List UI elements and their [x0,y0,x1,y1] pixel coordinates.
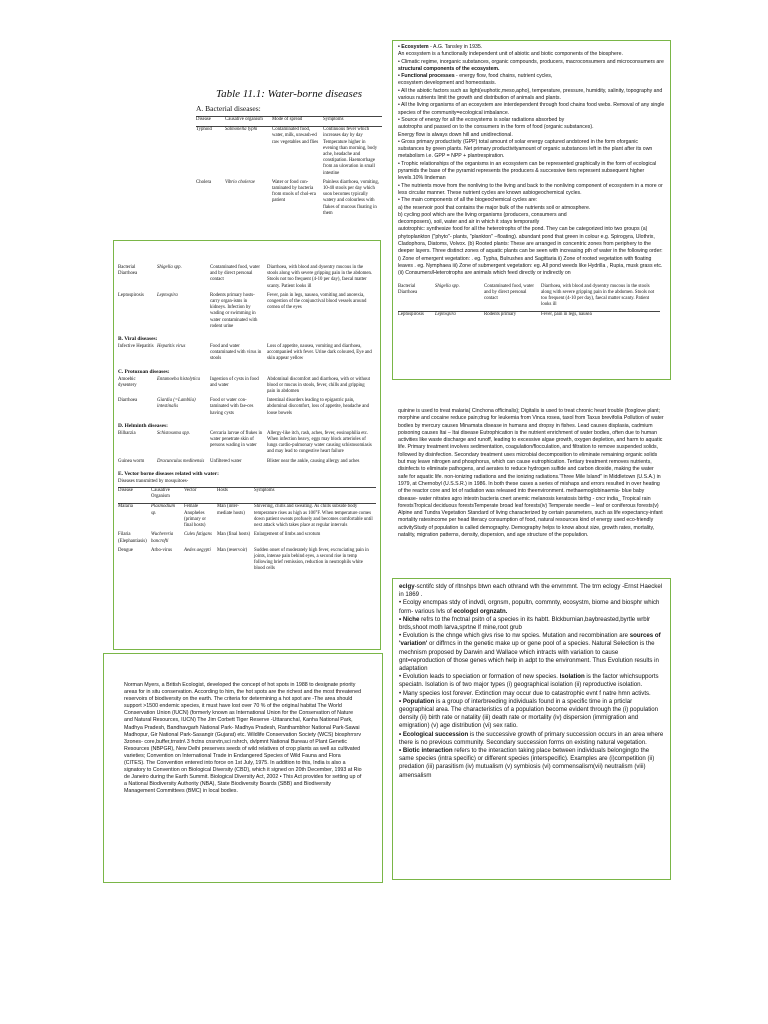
note-line: • Source of energy for all the ecosystems is solar radiations absorbed by [398,116,565,123]
section-b-heading: B. Viral diseases: [118,336,158,343]
biodiversity-notes-panel [103,653,383,883]
col-symptoms: Symptoms [323,117,344,122]
col-vector: Vector [184,488,197,494]
cell: Wuchereria bancrofti [151,532,174,544]
table-row [398,284,660,312]
note-line: decomposers), soil, water and air in which it stays temporarily [398,219,540,226]
table-row [118,459,376,468]
table-continuation-panel [113,240,381,650]
cell: Rodents primary [484,312,517,318]
note-line: • Biotic interaction refers to the interaction taking place between individuals belongingto the same species (intra specific) or different species (interspecific). Examples are (i)competition (ii) predation (iii) parasitism (iv) mutualism (v) symbiosis (vi) commensalism(vii) neutralism (viii) amensalism [399,747,655,779]
cell: Fever, pain in legs, nausea, vomiting and anorexia, congestion of the conjunctival blood vessels around cornea of the eyes [267,292,367,311]
note-line: • Climatic regime, inorganic substances, organic compounds, producers, macroconsumers and microconsumers are structural components of the ecosystem. [398,58,664,72]
cell: Dengue [118,547,133,553]
note-line: • All the abiotic factors such as light(euphotic,meso,apho), temperature, pressure, humidity, salinity, topography and various nutrients limit the growth and distribution of animals and plants. [398,87,663,102]
note-line: • Functional processes - energy flow, food chains, nutrient cycles, [398,73,553,80]
cell: Food or water con-taminated with fae-ces having cysts [210,398,254,416]
cell: Typhoid [196,127,212,133]
cell: Hepatitis virus [157,344,186,350]
cell: Allergy-like itch, rash, aches, fever, eosinophilia etc. When infection heavy, eggs may block arterioles of lungs cardio-pulmonary water causing schistosomiasis and may lead to congestive heart failure [267,430,372,455]
helminth-table [118,431,376,468]
cell: Malaria [118,504,133,510]
cell: Ingestion of cysts in food and water [210,376,259,388]
note-line: • Population is a group of interbreeding individuals found in a specific time in a prticlar geographical area. The characteristics of a population become evident through the (i) population density (ii) birth rate or natality (iii) death rate or mortality (iv) dispersion (immigration and emigration) (v) age distribution (vi) sex ratio. [399,697,659,730]
cell: Contaminated food, water, milk, unwash-ed raw vegetables and flies [272,127,319,145]
cell: Shigella spp. [157,265,182,270]
biodiversity-notes-text: Norman Myers, a British Ecologist, developed the concept of hot spots in 1988 to designate priority areas for in situ conservation. According to him, the hot spots are the richest and the most threatened reservoirs of biodiversity on the earth. The criteria for determining a hot spot are -The area should support >1500 endemic species, it must have lost over 70 % of the original habitat The World Conservation Union (IUCN) (formerly known as International Union for the Conservation of Nature and Natural Resources, IUCN) The Jim Corbett Tiger Reserve -Uttaranchal, Kanha National Park, Madhya Pradesh, Bandhavgarh National Park- Madhya Pradesh, Ranthambhor National Park-Sawai Madhopur, Gir National Park-Sasangir (Gujarat) etc. Wildlife Conservation Society (WCS) biosphrrsrv 3zones- core,buffer,trnstn\ 3 frctns cnsrvtn,sci rshrch, dvlpmnt National Bureau of Plant Genetic Resources (NBPGR), New Delhi preserves seeds of wild relatives of crop plants as well as cultivated varieties; Convention on International Trade in Endangered Species of Wild Fauna and Flora (CITES). The Convention entered into force on 1st July, 1975. In addition to this, India is also a signatory to Convention on Biological Diversity (CBD), which it signed on 20th December, 1993 at Rio de Janeiro during the Earth Summit. Biological Diversity Act, 2002 • This Act provides for setting up of a National Biodiversity Authority (NBA), State Biodiversity Boards (SBB) and Biodiversity Management Committees (BMC) in local bodies. [124,682,362,795]
pollution-notes-panel [392,380,671,566]
table-row [118,377,376,399]
table-row [118,293,376,333]
cell: Leptospira [157,292,178,298]
note-line: eclgy-scntifc stdy of rltnshps btwn each othrand wth the envrnmnt. The trm eclogy -Ernst Haeckel in 1869 . [399,583,663,599]
table-row [196,127,382,180]
cell: Leptospira [435,312,456,318]
cell: Schistosoma spp. [157,430,191,436]
note-line: • Ecosystem - A.G. Tansley in 1935. [398,44,483,50]
cell: Intestinal disorders leading to epigastric pain, abdominal discomfort, loss of appetite, headache and loose bowels [267,398,370,416]
protozoan-table [118,377,376,420]
cell: Rodents primary hosts-carry organ-isms in kidneys. Infection by wading or swimming in water contaminated with rodent urine [210,292,258,329]
cell: Filaria (Elephantiasis) [118,532,147,544]
cell: Abdominal discomfort and diarrhoea, with or without blood or mucus in stools, fever, chills and gripping pain in abdomen [267,376,370,395]
cell: Cholera [196,179,212,185]
cell: Leptospirosis [118,292,144,298]
cell: Food and water contaminated with virus in stools [210,344,262,362]
note-line: An ecosystem is a functionally independent unit of abiotic and biotic components of the biosphere. [398,51,623,58]
section-e-heading: E. Vector borne diseases related with water: [118,470,219,477]
note-line: • The main components of all the biogeochemical cycles are: [398,197,538,204]
cell: Diarrhoea [118,398,138,404]
cell: Bilharzia [118,430,136,436]
cell: Plasmodium sp. [151,504,175,516]
note-line: a) the reservoir pool that contains the major bulk of the nutrients soil or atmosphere. [398,204,591,211]
note-line: • Evolution is the chnge which givs rise to nw spcies. Mutation and recombination are sources of 'variation' or diffrncs in the genetic make up or gene pool of a species. Natural Selection is the mechnism proposed by Darwin and Wallace which intracts with variation to cause gnt=reproduction of those genes which help in adpt to the environment. Thus Evolution results in adaptation [399,632,661,673]
vector-table [118,487,376,575]
cell: Shivering, chills and sweating. As chills subside body temperature rises as high as 106°F. When temperature comes down patient sweats profusely and becomes comfortable until next attack which takes place at regular intervals [254,504,373,529]
col-disease: Disease [118,488,133,494]
table-row [118,548,376,576]
cell: Shigella spp. [435,283,460,289]
cell: Bacterial Diarrhoea [118,265,138,277]
cell: Arbo-virus [151,547,173,553]
note-line: • Niche refrs to the fnctnal psitn of a species in its habtt. Blckburnian,baybreasted,byrtle wrblr brds,shoot moth larva,sprtne lf mine,root grub [399,615,651,632]
note-line: • All the living organisms of an ecosystem are interdependent through food chains food webs. Removal of any single species of the community=ecological imbalance. [398,102,665,116]
cell: Enlargement of limbs and scrotum [254,532,321,538]
ecosystem-notes-panel [392,40,671,380]
col-hosts: Hosts [217,488,228,494]
table-row [118,532,376,547]
table-row [118,265,376,293]
section-d-heading: D. Helminth diseases: [118,422,168,429]
cell: Entamoeba histolytica [157,376,201,382]
note-line: • Many species lost forever. Extinction may occur due to catastrophic evnt f natre hmn activts. [399,689,651,697]
cell: Blister near the ankle, causing allergy and aches [267,458,360,464]
note-line: • Ecological succession is the successive growth of primary succession occurs in an area where there is no previous community. Secondary succession forms on existing natural vegetation. [399,730,664,746]
note-line: Energy flow is always down hill and unidirectional. [398,131,513,138]
table-title: Table 11.1: Water-borne diseases [215,88,363,100]
section-c-heading: C. Protozoan diseases: [118,368,170,375]
table-row [196,180,382,220]
table-row [118,504,376,532]
cell: Giardia (=Lamblia) intestinalis [157,398,196,410]
cell: Contaminated food, water and by direct personal contact [210,265,260,283]
cell: Leptospirosis [398,312,424,318]
cell: Man (reservoir) [217,547,248,553]
note-line: ecosystem development and homeostasis. [398,80,497,87]
pollution-notes-text: quinine is used to treat malaria( Cinchona officinalis); Digitalis is used to treat chronic heart trouble (foxglove plant; morphine and cocaine reduce pain;drug for leukemia from Vinca rosea, taxol from Taxus brevifolia Pollution of water bodies by mercury causes Minamata disease in humans and dropsy in fishes. Lead causes displasia, cadmium poisoning causes Itai – Itai disease Eutrophication is the nutrient enrichment of water bodies, often due to human activities like waste discharge and runoff, leading to excessive algae growth, oxygen depletion, and harm to aquatic life. Primary treatment involves sedimentation, coagulation/flocculation, and filtration to remove suspended solids, followed by disinfection. Secondary treatment uses microbial decomposition to eliminate remaining organic solids but may leave nitrogen and phosphorus, which can cause eutrophication. Tertiary treatment removes nutrients, disinfects to eliminate pathogens, and aerates to reduce hydrogen sulfide and carbon dioxide, making the water safe for aquatic life. non-ionizing radiations and the ionizing radiations.'Three Mile Island" in Middletown (U.S.A.) in 1979, at Chernobyl (U.S.S.R.) in 1986. In both these cases a series of mishaps and errors resulted in over heating of the reactor core and lot of radiation was released into theenvironment. methaemoglobinaemia- blue baby disease- water nitrates agro intestn bacteria cnert anemic melanosis keratosis birthg - cncr india_ Tropical rain forestsTropical deciduous forestsTemperate broad leaf forests(iv) Temperate needle – leaf or coniferous forests(v) Alpine and Tundra Vegetation Standard of living characterized by certain parameters, such as life expectancy-infant mortality ratesincome per head literacy consumption of food, natural resources kind of energy used eco-friendly activityStudy of population is called demography. Demography helps to know about size, growth rates, mortality, natality, migration patterns, density, dispersion, and age structure of the population. [398,408,664,539]
cell: Infective Hepatitis [118,344,154,350]
note-line: b) cycling pool which are the living organisms (producers, consumers and [398,211,567,218]
cell: Cercaria larvae of flukes in water penetrate skin of persons wading in water [210,430,263,449]
col-organism: Causative Organism [151,488,170,500]
table-row [398,312,660,322]
note-line: autotrophs and passed on to the consumers in the form of food (organic substances). [398,124,594,131]
cell: Man (final hosts) [217,532,251,538]
ecology-notes-panel [392,578,671,880]
bacterial-table-cont [118,265,376,333]
section-e-subheading: Diseases transmitted by mosquitoes- [118,478,189,484]
note-line: • Ecolgy encmpas stdy of indvdl, orgnsm, popultn, commnty, ecosystm, biome and biosphr which form- various lvls of ecologcl orgnzatn. [399,599,660,615]
table-row [118,431,376,459]
note-line: autotrophic: synthesize food for all the heterotrophs of the pond. They can be categorized into two groups (a) phytoplankton ("phyto"- plants, "plankton" –floating). abundant pond that green in colour e.g. Spirogyra, Ulothrix, Cladophora, Diatoms, Volvox. (b) Rooted plants: These are arranged in concentric zones from periphery to the deeper layers. Three distinct zones of aquatic plants can be seen with increasing pth of water in the following order: i) Zone of emergent vegetation: . eg. Typha, Bulrushes and Sagittaria ii) Zone of rooted vegetation with floating leaves . eg. Nymphaea iii) Zone of submergent vegetation: eg. All pond weeds like Hydrilla , Rupia, musk grass etc. (ii) Consumers/Heterotrophs are animals which feed directly or indirectly on [398,226,663,277]
cell: Diarrhoea, with blood and dysentry mucous in the stools along with severe gripping pain in the abdomen. Stools not too frequent (4-10 per day), faecal matter scanty. Patient looks ill [267,265,373,289]
note-line: • The nutrients move from the nonliving to the living and back to the nonliving component of ecosystem in a more or less circular manner. These nutrient cycles are known asbiogeochemical cycles. [398,182,663,196]
table-row [118,344,376,366]
note-line: • Evolution leads to speciation or formation of new species. Isolation is the factor whichsupports speciatn. Isolation is of two major types (i) geographical isolation (ii) reproductive isolation. [399,673,659,689]
cell: Salmonella typhi [225,127,258,133]
note-line: • Gross primary productivity (GPP) total amount of solar energy captured andstored in the form oforganic substances by green plants. Net primary productivityamount of organic substances left in the plant after its own metabolism i.e. GPP = NPP + plantrespiration. [398,138,653,160]
cell: Loss of appetite, nausea, vomiting and diarrhoea, accompanied with fever. Urine dark coloured, Eye and skin appear yellow [267,344,372,362]
cell: Aedes aegypti [184,547,211,553]
cell: Amoebic dysentery [118,376,137,388]
cell: Culex fatigans [184,532,212,538]
cell: Sudden onset of moderately high fever, excruciating pain in joints, intense pain behind eyes, a second rise in temp following brief remission, reduction in neutrophils white blood cells [254,547,369,572]
col-organism: Causative organism [225,117,263,122]
cell: Bacterial Diarrhoea [398,283,418,295]
col-symptoms: Symptoms [254,488,275,494]
cell: Man (inter-mediate hosts) [217,504,245,516]
cell: Diarrhoea, with blood and dysentry mucous in the stools along with severe gripping pain in the abdomen. Stools not too frequent (4-10 per day), faecal matter scanty. Patient looks ill [541,283,655,308]
table-row [118,398,376,420]
bacterial-table [196,116,382,220]
cell: Contaminated food, water and by direct personal contact [484,283,534,301]
cell: Water or food con-taminated by bacteria from stools of chol-era patient [272,179,316,204]
col-disease: Disease [196,117,211,122]
cell: Dracunculus medinensis [157,458,205,464]
cell: Guinea worm [118,458,145,464]
col-spread: Mode of spread [272,117,303,122]
cell: Painless diarrhoea, vomiting, 10-40 stools per day which soon becomes typically watery and colourless with flakes of mucous floating in them [323,179,379,216]
note-line: • Trophic relationships of the organisms in an ecosystem can be represented graphically in the form of ecological pyramids the base of the pyramid represents the producers & successive tiers represent subsequent higher levels.10% lindeman [398,160,657,182]
section-a-heading: A. Bacterial diseases: [196,104,261,113]
cell: Unfiltered water [210,458,242,464]
viral-table [118,344,376,366]
ecosystem-notes-body [398,44,665,278]
cell: Female Anopheles (primary or final hosts) [184,504,206,529]
mini-disease-table [398,284,660,322]
cell: Fever, pain in legs, nausea [541,312,592,318]
cell: Vibrio cholerae [225,179,255,185]
table-scan-panel [196,84,382,242]
cell: Continuous fever which increases day by day Temperature higher in evening than morning, body ache, headache and constipation. Haemorrhage from an ulceration in small intestine [323,127,378,176]
